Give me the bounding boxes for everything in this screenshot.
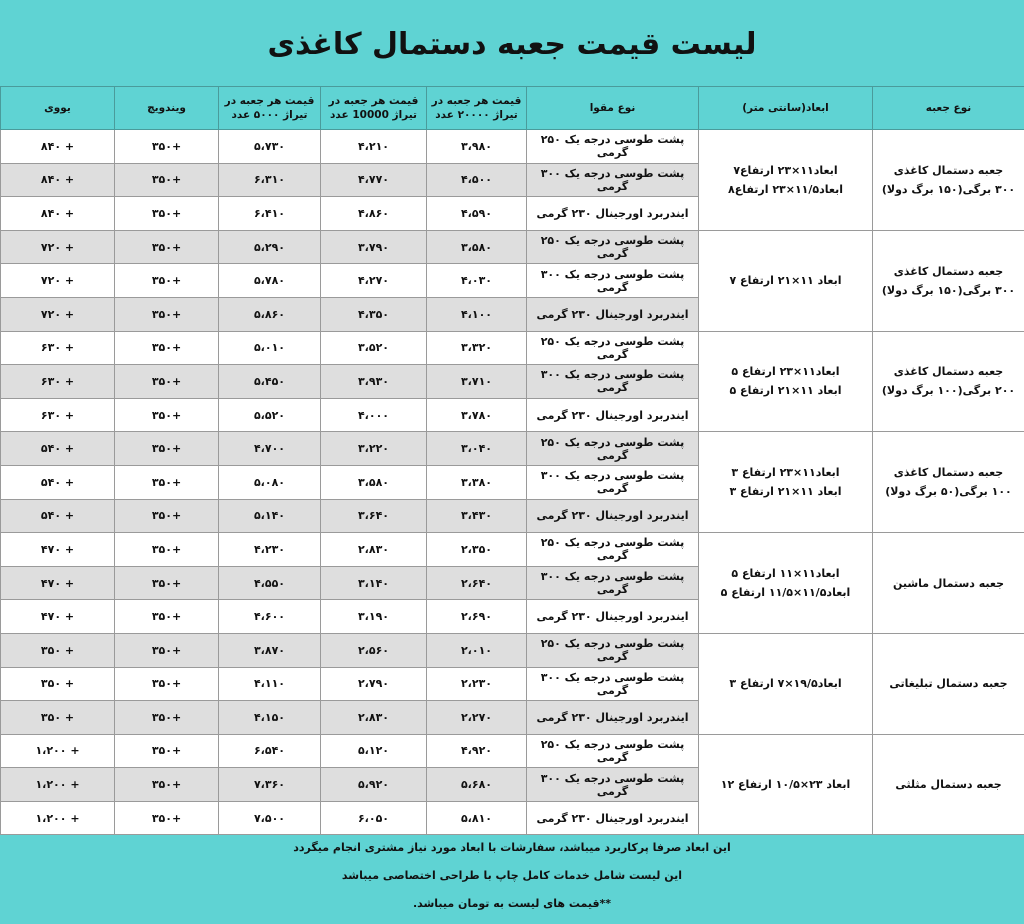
table-row [1,331,1024,365]
material-cell: ایندربرد اورجینال ۲۳۰ گرمی [527,801,699,835]
window-cell: +۳۵۰ [115,667,219,701]
price-10000-cell: ۴،۳۵۰ [321,297,427,331]
header-uv: یووی [1,87,115,130]
price-10000-cell: ۴،۸۶۰ [321,197,427,231]
table-row [1,734,1024,768]
price-10000-cell: ۲،۸۳۰ [321,701,427,735]
uv-cell: + ۱،۲۰۰ [1,768,115,802]
price-5000-cell: ۵،۸۶۰ [219,297,321,331]
uv-cell: + ۶۳۰ [1,398,115,432]
price-10000-cell: ۲،۷۹۰ [321,667,427,701]
price-20000-cell: ۳،۳۸۰ [427,465,527,499]
window-cell: +۳۵۰ [115,297,219,331]
window-cell: +۳۵۰ [115,197,219,231]
table-header-row [1,87,1024,130]
table-row [1,533,1024,567]
uv-cell: + ۱،۲۰۰ [1,734,115,768]
box-type-line: جعبه دستمال تبلیغاتی [889,677,1008,691]
price-20000-cell: ۲،۰۱۰ [427,633,527,667]
box-type-line: ۱۰۰ برگی(۵۰ برگ دولا) [885,485,1012,499]
header-window: ویندویچ [115,87,219,130]
header-price-10000 [321,87,427,130]
dimensions-line: ابعاد۱۱×۲۳ ارتفاع ۳ [731,466,840,480]
price-10000-cell: ۴،۲۷۰ [321,264,427,298]
window-cell: +۳۵۰ [115,701,219,735]
price-table [0,86,1024,835]
material-cell: پشت طوسی درجه یک ۲۵۰ گرمی [527,130,699,164]
price-20000-cell: ۲،۳۵۰ [427,533,527,567]
box-type-cell [873,633,1024,734]
dimensions-line: ابعاد۱۱/۵×۱۱/۵ ارتفاع ۵ [720,586,851,600]
title-bar [0,0,1024,86]
uv-cell: + ۵۴۰ [1,499,115,533]
header-price-10000-line2: تیراژ 10000 عدد [330,109,417,121]
dimensions-cell [699,432,873,533]
window-cell: +۳۵۰ [115,432,219,466]
price-5000-cell: ۴،۶۰۰ [219,600,321,634]
price-20000-cell: ۳،۰۴۰ [427,432,527,466]
uv-cell: + ۴۷۰ [1,566,115,600]
material-cell: ایندربرد اورجینال ۲۳۰ گرمی [527,600,699,634]
header-box-type: نوع جعبه [873,87,1024,130]
price-20000-cell: ۲،۶۹۰ [427,600,527,634]
price-20000-cell: ۵،۸۱۰ [427,801,527,835]
window-cell: +۳۵۰ [115,398,219,432]
price-20000-cell: ۳،۷۱۰ [427,365,527,399]
price-20000-cell: ۲،۲۳۰ [427,667,527,701]
price-20000-cell: ۳،۴۳۰ [427,499,527,533]
window-cell: +۳۵۰ [115,633,219,667]
uv-cell: + ۳۵۰ [1,701,115,735]
footer-notes [0,832,1024,924]
uv-cell: + ۵۴۰ [1,465,115,499]
price-20000-cell: ۴،۵۰۰ [427,163,527,197]
material-cell: پشت طوسی درجه یک ۲۵۰ گرمی [527,533,699,567]
note-printing-services: این لیست شامل خدمات کامل چاپ با طراحی اختصاصی میباشد [341,869,683,882]
price-20000-cell: ۲،۶۴۰ [427,566,527,600]
price-5000-cell: ۶،۵۴۰ [219,734,321,768]
dimensions-line: ابعاد۱۱×۲۳ ارتفاع ۵ [731,365,840,379]
price-20000-cell: ۳،۹۸۰ [427,130,527,164]
material-cell: ایندربرد اورجینال ۲۳۰ گرمی [527,398,699,432]
header-price-5000 [219,87,321,130]
material-cell: پشت طوسی درجه یک ۲۵۰ گرمی [527,633,699,667]
header-price-20000-line2: تیراژ ۲۰۰۰۰ عدد [435,109,518,121]
material-cell: پشت طوسی درجه یک ۲۵۰ گرمی [527,230,699,264]
price-10000-cell: ۵،۹۲۰ [321,768,427,802]
price-10000-cell: ۳،۵۸۰ [321,465,427,499]
box-type-line: جعبه دستمال کاغذی [893,163,1004,177]
price-5000-cell: ۵،۲۹۰ [219,230,321,264]
price-5000-cell: ۷،۵۰۰ [219,801,321,835]
price-5000-cell: ۶،۴۱۰ [219,197,321,231]
price-10000-cell: ۲،۵۶۰ [321,633,427,667]
table-row [1,230,1024,264]
window-cell: +۳۵۰ [115,230,219,264]
box-type-line: جعبه دستمال کاغذی [893,264,1004,278]
dimensions-line: ابعاد۱۱×۲۳ ارتفاع۷ [733,163,838,177]
dimensions-cell [699,633,873,734]
window-cell: +۳۵۰ [115,163,219,197]
price-10000-cell: ۴،۷۷۰ [321,163,427,197]
price-10000-cell: ۳،۷۹۰ [321,230,427,264]
price-10000-cell: ۴،۲۱۰ [321,130,427,164]
price-10000-cell: ۳،۶۴۰ [321,499,427,533]
uv-cell: + ۵۴۰ [1,432,115,466]
window-cell: +۳۵۰ [115,331,219,365]
window-cell: +۳۵۰ [115,600,219,634]
dimensions-line: ابعاد ۱۱×۲۱ ارتفاع ۵ [729,384,842,398]
price-5000-cell: ۵،۴۵۰ [219,365,321,399]
price-5000-cell: ۳،۸۷۰ [219,633,321,667]
box-type-cell [873,130,1024,231]
uv-cell: + ۸۴۰ [1,130,115,164]
price-10000-cell: ۳،۲۲۰ [321,432,427,466]
dimensions-cell [699,331,873,432]
material-cell: پشت طوسی درجه یک ۳۰۰ گرمی [527,667,699,701]
uv-cell: + ۴۷۰ [1,533,115,567]
price-5000-cell: ۵،۰۱۰ [219,331,321,365]
price-5000-cell: ۴،۷۰۰ [219,432,321,466]
material-cell: پشت طوسی درجه یک ۳۰۰ گرمی [527,365,699,399]
window-cell: +۳۵۰ [115,365,219,399]
dimensions-line: ابعاد۱۱×۱۱ ارتفاع ۵ [731,567,840,581]
material-cell: ایندربرد اورجینال ۲۳۰ گرمی [527,701,699,735]
window-cell: +۳۵۰ [115,801,219,835]
price-20000-cell: ۵،۶۸۰ [427,768,527,802]
header-price-20000 [427,87,527,130]
dimensions-cell [699,230,873,331]
price-10000-cell: ۴،۰۰۰ [321,398,427,432]
table-body [1,130,1024,835]
dimensions-line: ابعاد ۱۱×۲۱ ارتفاع ۳ [729,485,842,499]
material-cell: ایندربرد اورجینال ۲۳۰ گرمی [527,297,699,331]
price-10000-cell: ۶،۰۵۰ [321,801,427,835]
price-5000-cell: ۵،۱۴۰ [219,499,321,533]
box-type-line: جعبه دستمال مثلثی [895,778,1002,792]
material-cell: پشت طوسی درجه یک ۳۰۰ گرمی [527,566,699,600]
note-currency: **قیمت های لیست به تومان میباشد. [412,897,612,910]
header-material: نوع مقوا [527,87,699,130]
price-5000-cell: ۷،۳۶۰ [219,768,321,802]
price-20000-cell: ۳،۷۸۰ [427,398,527,432]
price-20000-cell: ۴،۵۹۰ [427,197,527,231]
dimensions-cell [699,533,873,634]
price-5000-cell: ۵،۵۲۰ [219,398,321,432]
box-type-cell [873,533,1024,634]
window-cell: +۳۵۰ [115,566,219,600]
dimensions-line: ابعاد۱۹/۵×۷ ارتفاع ۳ [729,677,842,691]
price-10000-cell: ۳،۹۳۰ [321,365,427,399]
header-dimensions: ابعاد(سانتی متر) [699,87,873,130]
uv-cell: + ۶۳۰ [1,331,115,365]
material-cell: ایندربرد اورجینال ۲۳۰ گرمی [527,197,699,231]
material-cell: ایندربرد اورجینال ۲۳۰ گرمی [527,499,699,533]
price-10000-cell: ۳،۵۲۰ [321,331,427,365]
window-cell: +۳۵۰ [115,465,219,499]
price-5000-cell: ۶،۳۱۰ [219,163,321,197]
uv-cell: + ۳۵۰ [1,667,115,701]
uv-cell: + ۴۷۰ [1,600,115,634]
price-10000-cell: ۵،۱۲۰ [321,734,427,768]
box-type-cell [873,230,1024,331]
price-5000-cell: ۴،۱۱۰ [219,667,321,701]
window-cell: +۳۵۰ [115,264,219,298]
uv-cell: + ۷۲۰ [1,297,115,331]
box-type-line: جعبه دستمال کاغذی [893,365,1004,379]
window-cell: +۳۵۰ [115,533,219,567]
price-20000-cell: ۲،۲۷۰ [427,701,527,735]
window-cell: +۳۵۰ [115,734,219,768]
price-20000-cell: ۴،۰۳۰ [427,264,527,298]
box-type-cell [873,734,1024,835]
dimensions-line: ابعاد ۱۱×۲۱ ارتفاع ۷ [729,274,842,288]
material-cell: پشت طوسی درجه یک ۲۵۰ گرمی [527,331,699,365]
box-type-line: ۳۰۰ برگی(۱۵۰ برگ دولا) [881,182,1016,196]
material-cell: پشت طوسی درجه یک ۳۰۰ گرمی [527,264,699,298]
price-20000-cell: ۳،۳۲۰ [427,331,527,365]
price-20000-cell: ۴،۹۲۰ [427,734,527,768]
window-cell: +۳۵۰ [115,768,219,802]
price-10000-cell: ۲،۸۳۰ [321,533,427,567]
header-price-20000-line1: قیمت هر جعبه در [431,95,522,107]
page-title: لیست قیمت جعبه دستمال کاغذی [267,26,757,62]
uv-cell: + ۶۳۰ [1,365,115,399]
price-5000-cell: ۵،۷۸۰ [219,264,321,298]
material-cell: پشت طوسی درجه یک ۳۰۰ گرمی [527,163,699,197]
material-cell: پشت طوسی درجه یک ۲۵۰ گرمی [527,432,699,466]
header-price-10000-line1: قیمت هر جعبه در [328,95,419,107]
uv-cell: + ۸۴۰ [1,197,115,231]
box-type-line: ۳۰۰ برگی(۱۵۰ برگ دولا) [881,283,1016,297]
window-cell: +۳۵۰ [115,499,219,533]
price-10000-cell: ۳،۱۹۰ [321,600,427,634]
price-5000-cell: ۵،۷۳۰ [219,130,321,164]
uv-cell: + ۱،۲۰۰ [1,801,115,835]
price-5000-cell: ۵،۰۸۰ [219,465,321,499]
note-custom-dimensions: این ابعاد صرفا پرکاربرد میباشد، سفارشات با ابعاد مورد نیاز مشتری انجام میگردد [293,841,731,854]
material-cell: پشت طوسی درجه یک ۲۵۰ گرمی [527,734,699,768]
price-20000-cell: ۳،۵۸۰ [427,230,527,264]
price-20000-cell: ۴،۱۰۰ [427,297,527,331]
box-type-line: ۲۰۰ برگی(۱۰۰ برگ دولا) [881,384,1016,398]
material-cell: پشت طوسی درجه یک ۳۰۰ گرمی [527,768,699,802]
uv-cell: + ۳۵۰ [1,633,115,667]
window-cell: +۳۵۰ [115,130,219,164]
table-row [1,130,1024,164]
uv-cell: + ۸۴۰ [1,163,115,197]
price-5000-cell: ۴،۱۵۰ [219,701,321,735]
uv-cell: + ۷۲۰ [1,264,115,298]
header-price-5000-line1: قیمت هر جعبه در [224,95,315,107]
box-type-line: جعبه دستمال ماشین [892,576,1005,590]
price-10000-cell: ۳،۱۴۰ [321,566,427,600]
table-row [1,633,1024,667]
box-type-line: جعبه دستمال کاغذی [893,466,1004,480]
dimensions-cell [699,734,873,835]
dimensions-cell [699,130,873,231]
box-type-cell [873,432,1024,533]
dimensions-line: ابعاد۱۱/۵×۲۳ ارتفاع۸ [727,182,844,196]
price-5000-cell: ۴،۲۳۰ [219,533,321,567]
dimensions-line: ابعاد ۲۳×۱۰/۵ ارتفاع ۱۲ [720,778,851,792]
box-type-cell [873,331,1024,432]
uv-cell: + ۷۲۰ [1,230,115,264]
price-5000-cell: ۴،۵۵۰ [219,566,321,600]
material-cell: پشت طوسی درجه یک ۳۰۰ گرمی [527,465,699,499]
table-row [1,432,1024,466]
header-price-5000-line2: تیراژ ۵۰۰۰ عدد [231,109,308,121]
